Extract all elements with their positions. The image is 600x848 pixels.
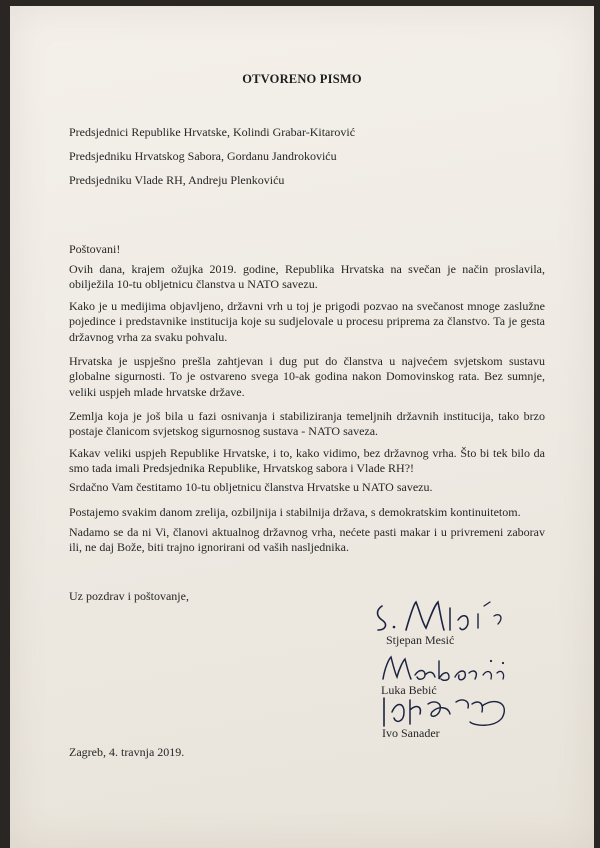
- letter-closing: Uz pozdrav i poštovanje,: [69, 589, 189, 603]
- paragraph-3: Hrvatska je uspješno prešla zahtjevan i dug put do članstva u najvećem svjetskom sustavu globalne sigurnosti. To je ostvareno svega 10-ak godina nakon Domovinskog rata. Bez sumnje, veliki uspjeh mlade hrvatske države.: [69, 354, 545, 399]
- letter-greeting: Poštovani!: [69, 242, 121, 256]
- signature-bebic: [375, 651, 525, 685]
- paragraph-4: Zemlja koja je još bila u fazi osnivanja i stabiliziranja temeljnih državnih institucija, tako brzo postaje članicom svjetskog sigurnosnog sustava - NATO saveza.: [69, 409, 545, 439]
- recipient-president: Predsjednici Republike Hrvatske, Kolindi Grabar-Kitarović: [69, 125, 356, 139]
- signatory-mesic: Stjepan Mesić: [386, 633, 455, 647]
- letter-page: [10, 6, 594, 848]
- letter-title: OTVORENO PISMO: [242, 72, 362, 86]
- signatory-bebic: Luka Bebić: [381, 683, 437, 697]
- paragraph-7: Postajemo svakim danom zrelija, ozbiljnija i stabilnija država, s demokratskim kontinuitetom.: [69, 505, 521, 519]
- paragraph-6: Srdačno Vam čestitamo 10-tu obljetnicu članstva Hrvatske u NATO savezu.: [69, 480, 433, 494]
- place-and-date: Zagreb, 4. travnja 2019.: [69, 745, 185, 759]
- paragraph-5: Kakav veliki uspjeh Republike Hrvatske, i to, kako vidimo, bez državnog vrha. Što bi tek bilo da smo tada imali Predsjednika Republike, Hrvatskog sabora i Vlade RH?!: [69, 446, 545, 476]
- signature-mesic: [370, 594, 520, 636]
- paragraph-2: Kako je u medijima objavljeno, državni vrh u toj je prigodi pozvao na svečanost mnoge zaslužne pojedince i predstavnike institucija koje su sudjelovale u procesu priprema za članstvo. Ta je gesta državnog vrha za svaku pohvalu.: [69, 299, 545, 344]
- recipient-prime-minister: Predsjedniku Vlade RH, Andreju Plenkoviću: [69, 173, 285, 187]
- signatory-sanader: Ivo Sanader: [382, 726, 440, 740]
- recipient-parliament-speaker: Predsjedniku Hrvatskog Sabora, Gordanu Jandrokoviću: [69, 149, 337, 163]
- paragraph-1: Ovih dana, krajem ožujka 2019. godine, Republika Hrvatska na svečan je način proslavila, obilježila 10-tu obljetnicu članstva u NATO savezu.: [69, 262, 545, 292]
- paragraph-8: Nadamo se da ni Vi, članovi aktualnog državnog vrha, nećete pasti makar i u privremeni zaborav ili, ne daj Bože, biti trajno ignorirani od vaših nasljednika.: [69, 525, 545, 555]
